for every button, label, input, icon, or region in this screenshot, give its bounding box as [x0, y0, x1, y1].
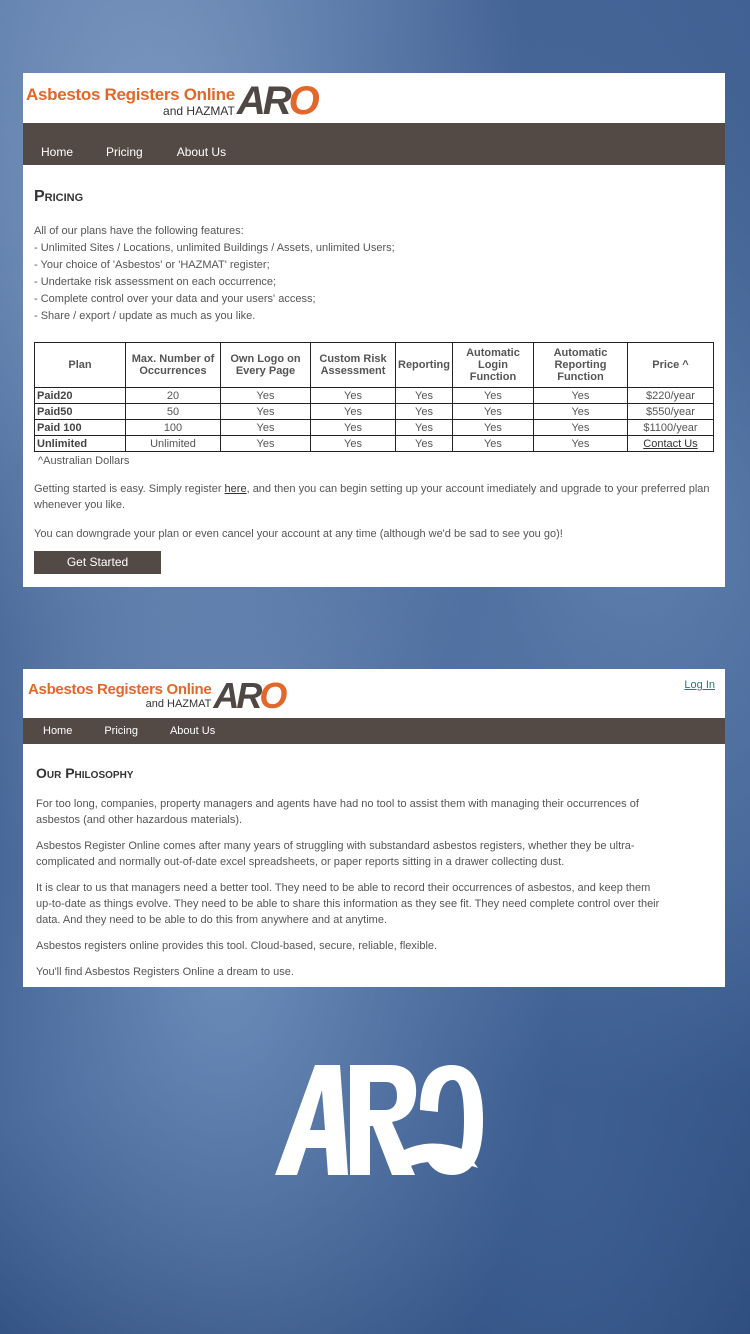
- cell: Yes: [311, 388, 396, 404]
- cell: Yes: [221, 436, 311, 452]
- paragraph: For too long, companies, property managers and agents have had no tool to assist them with managing their occurrences of asbestos (and other hazardous materials).: [36, 798, 639, 826]
- about-content: [36, 765, 665, 980]
- cell-plan: Paid50: [35, 404, 126, 420]
- nav-home[interactable]: Home: [41, 145, 74, 159]
- cell: Yes: [533, 436, 627, 452]
- logo-name: Asbestos Registers Online: [26, 85, 235, 104]
- cell: Yes: [311, 436, 396, 452]
- logo-name: Asbestos Registers Online: [28, 681, 212, 698]
- logo-mark: ARO: [236, 79, 317, 123]
- cell: Yes: [396, 404, 453, 420]
- nav-about-us[interactable]: About Us: [169, 725, 216, 737]
- feature-item: - Undertake risk assessment on each occurrence;: [34, 276, 277, 288]
- cell: Yes: [221, 404, 311, 420]
- cell: Yes: [533, 420, 627, 436]
- cell: Yes: [396, 436, 453, 452]
- paragraph: Asbestos Register Online comes after many years of struggling with substandard asbestos registers, whether they be ultra-complicated and normally out-of-date excel spreadsheets, or paper reports sitting in a drawer collecting dust.: [36, 840, 635, 868]
- cell: Yes: [533, 388, 627, 404]
- cell: Yes: [221, 420, 311, 436]
- pricing-table: [34, 342, 714, 452]
- about-screenshot: [23, 669, 725, 987]
- paragraph: It is clear to us that managers need a better tool. They need to be able to record their occurrences of asbestos, and keep them up-to-date as things evolve. They need to be able to share this information as they see fit. They need complete control over their data. And they need to be able to do this from anywhere and at anytime.: [36, 882, 660, 926]
- feature-item: - Complete control over your data and your users' access;: [34, 293, 316, 305]
- currency-footnote: ^Australian Dollars: [38, 455, 130, 467]
- cell-plan: Paid 100: [35, 420, 126, 436]
- col-header: Reporting: [396, 343, 453, 388]
- cell-plan: Paid20: [35, 388, 126, 404]
- downgrade-text: You can downgrade your plan or even cancel your account at any time (although we'd be sad to see you go)!: [34, 528, 563, 540]
- site-logo[interactable]: [28, 675, 284, 717]
- cell-price: $1100/year: [627, 420, 713, 436]
- cell: 20: [126, 388, 221, 404]
- cell: Unlimited: [126, 436, 221, 452]
- paragraph: You'll find Asbestos Registers Online a dream to use.: [36, 966, 294, 978]
- col-header: Automatic Reporting Function: [533, 343, 627, 388]
- cell: Yes: [452, 436, 533, 452]
- table-header-row: [35, 343, 714, 388]
- nav-home[interactable]: Home: [43, 725, 73, 737]
- table-row: [35, 436, 714, 452]
- contact-us-link[interactable]: Contact Us: [643, 437, 698, 450]
- paragraph: Asbestos registers online provides this tool. Cloud-based, secure, reliable, flexible.: [36, 940, 438, 952]
- nav-pricing[interactable]: Pricing: [106, 145, 143, 159]
- cell-price: $550/year: [627, 404, 713, 420]
- cell: Yes: [221, 388, 311, 404]
- col-header: Own Logo on Every Page: [221, 343, 311, 388]
- main-nav: [23, 123, 725, 165]
- features-intro: All of our plans have the following features:: [34, 225, 244, 237]
- col-header: Plan: [35, 343, 126, 388]
- cell: Yes: [452, 404, 533, 420]
- cell-plan: Unlimited: [35, 436, 126, 452]
- logo-mark: ARO: [213, 675, 285, 716]
- col-header: Automatic Login Function: [452, 343, 533, 388]
- aro-logo-large: [270, 1050, 485, 1185]
- site-logo[interactable]: [26, 79, 317, 124]
- cell: Yes: [311, 420, 396, 436]
- col-header: Max. Number of Occurrences: [126, 343, 221, 388]
- login-link[interactable]: Log In: [684, 679, 715, 691]
- cell: Yes: [452, 388, 533, 404]
- table-row: [35, 388, 714, 404]
- cell: Yes: [396, 388, 453, 404]
- cell: Yes: [311, 404, 396, 420]
- cell: 50: [126, 404, 221, 420]
- nav-pricing[interactable]: Pricing: [104, 725, 138, 737]
- table-row: [35, 420, 714, 436]
- feature-item: - Unlimited Sites / Locations, unlimited Buildings / Assets, unlimited Users;: [34, 242, 395, 254]
- table-row: [35, 404, 714, 420]
- cell: Yes: [533, 404, 627, 420]
- features-list: [34, 223, 714, 325]
- main-nav: [23, 718, 725, 744]
- cell: Yes: [452, 420, 533, 436]
- getting-started-text: Getting started is easy. Simply register here, and then you can begin setting up your account imediately and upgrade to your preferred plan whenever you like.: [34, 483, 710, 511]
- page-title: Our Philosophy: [36, 765, 134, 781]
- col-header: Custom Risk Assessment: [311, 343, 396, 388]
- page-title: Pricing: [34, 188, 84, 205]
- logo-sub: and HAZMAT: [163, 104, 235, 118]
- pricing-screenshot: [23, 73, 725, 587]
- feature-item: - Your choice of 'Asbestos' or 'HAZMAT' register;: [34, 259, 270, 271]
- nav-about-us[interactable]: About Us: [176, 145, 227, 159]
- logo-sub: and HAZMAT: [145, 698, 212, 710]
- get-started-button[interactable]: Get Started: [34, 551, 161, 574]
- cell-price: $220/year: [627, 388, 713, 404]
- feature-item: - Share / export / update as much as you like.: [34, 310, 256, 322]
- cell: 100: [126, 420, 221, 436]
- pricing-content: [34, 188, 714, 574]
- col-header: Price ^: [627, 343, 713, 388]
- cell-price: [627, 436, 713, 452]
- register-here-link[interactable]: here: [224, 483, 247, 495]
- cell: Yes: [396, 420, 453, 436]
